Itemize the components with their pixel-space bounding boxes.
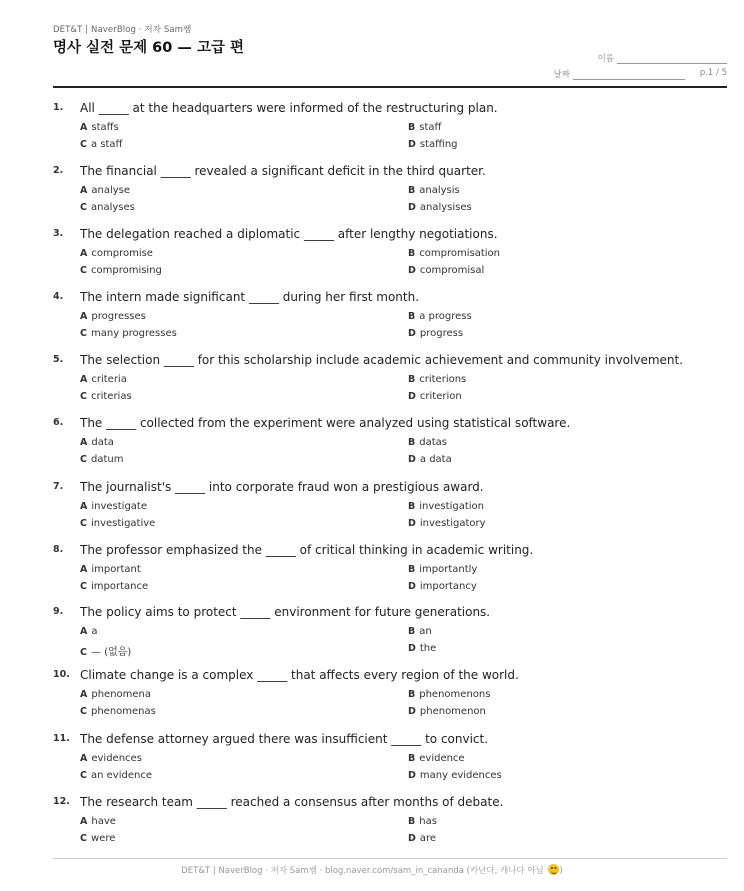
option-key: B xyxy=(408,564,416,575)
answer-option[interactable] xyxy=(408,265,484,276)
answer-option[interactable] xyxy=(408,706,486,717)
answer-option[interactable] xyxy=(408,248,500,259)
option-text: criterias xyxy=(90,391,132,402)
question-number: 8. xyxy=(53,544,64,555)
option-text: analyses xyxy=(90,202,135,213)
answer-option[interactable] xyxy=(80,564,141,575)
answer-option[interactable] xyxy=(408,328,463,339)
question-number: 4. xyxy=(53,291,64,302)
answer-option[interactable] xyxy=(408,139,458,150)
question-text: The delegation reached a diplomatic _____ after lengthy negotiations. xyxy=(80,227,498,241)
option-text: compromise xyxy=(91,248,153,259)
option-text: phenomenons xyxy=(419,689,491,700)
date-field[interactable] xyxy=(554,68,685,80)
option-key: B xyxy=(408,501,416,512)
option-key: A xyxy=(80,185,88,196)
option-key: C xyxy=(80,265,87,276)
option-text: a staff xyxy=(90,139,123,150)
option-text: many evidences xyxy=(419,770,502,781)
answer-option[interactable] xyxy=(408,770,502,781)
answer-option[interactable] xyxy=(408,581,477,592)
option-key: D xyxy=(408,202,416,213)
answer-option[interactable] xyxy=(80,626,98,637)
date-underline xyxy=(573,70,685,80)
answer-option[interactable] xyxy=(80,328,177,339)
option-key: C xyxy=(80,139,87,150)
footer-close-paren: ) xyxy=(559,866,563,876)
option-key: C xyxy=(80,518,87,529)
answer-option[interactable] xyxy=(408,202,472,213)
option-text: importance xyxy=(90,581,149,592)
option-text: staff xyxy=(419,122,442,133)
answer-option[interactable] xyxy=(80,753,142,764)
question-number: 5. xyxy=(53,354,64,365)
option-text: datas xyxy=(419,437,447,448)
question-text: The professor emphasized the _____ of critical thinking in academic writing. xyxy=(80,543,534,557)
option-key: B xyxy=(408,248,416,259)
answer-option[interactable] xyxy=(408,311,472,322)
footer-text: DET&T | NaverBlog · 저자 Sam쌤 · blog.naver.com/sam_in_cananda (카난다, 캐나다 아님 xyxy=(181,866,544,876)
answer-option[interactable] xyxy=(80,706,156,717)
option-key: B xyxy=(408,311,416,322)
answer-option[interactable] xyxy=(80,139,122,150)
option-key: C xyxy=(80,454,87,465)
option-key: B xyxy=(408,122,416,133)
option-key: A xyxy=(80,311,88,322)
footer-divider xyxy=(53,858,727,859)
option-key: C xyxy=(80,833,87,844)
name-underline xyxy=(617,54,727,64)
option-key: D xyxy=(408,328,416,339)
option-key: C xyxy=(80,581,87,592)
option-text: compromising xyxy=(90,265,162,276)
option-text: criterion xyxy=(419,391,462,402)
option-text: staffs xyxy=(91,122,119,133)
question-number: 10. xyxy=(53,669,70,680)
answer-option[interactable] xyxy=(80,816,116,827)
option-text: evidences xyxy=(91,753,142,764)
answer-option[interactable] xyxy=(408,391,462,402)
option-text: criterions xyxy=(419,374,467,385)
option-text: analyse xyxy=(91,185,131,196)
answer-option[interactable] xyxy=(80,122,119,133)
option-text: importancy xyxy=(419,581,477,592)
answer-option[interactable] xyxy=(80,518,155,529)
page-title: 명사 실전 문제 60 — 고급 편 xyxy=(53,40,245,56)
option-text: are xyxy=(419,833,437,844)
option-text: have xyxy=(91,816,116,827)
option-text: many progresses xyxy=(90,328,177,339)
option-text: investigative xyxy=(90,518,156,529)
option-key: B xyxy=(408,437,416,448)
question-number: 1. xyxy=(53,102,64,113)
option-key: D xyxy=(408,770,416,781)
answer-option[interactable] xyxy=(408,501,484,512)
option-key: D xyxy=(408,706,416,717)
option-text: phenomenon xyxy=(419,706,486,717)
option-key: D xyxy=(408,454,416,465)
answer-option[interactable] xyxy=(80,437,114,448)
option-text: has xyxy=(419,816,437,827)
option-key: A xyxy=(80,689,88,700)
answer-option[interactable] xyxy=(80,833,115,844)
answer-option[interactable] xyxy=(408,454,452,465)
option-key: C xyxy=(80,706,87,717)
question-text: Climate change is a complex _____ that affects every region of the world. xyxy=(80,668,519,682)
question-number: 6. xyxy=(53,417,64,428)
option-text: a progress xyxy=(419,311,472,322)
option-text: a xyxy=(91,626,98,637)
answer-option[interactable] xyxy=(80,454,123,465)
option-text: progress xyxy=(419,328,464,339)
option-key: B xyxy=(408,816,416,827)
option-text: the xyxy=(419,643,437,654)
option-text: were xyxy=(90,833,116,844)
answer-option[interactable] xyxy=(408,518,486,529)
option-text: an evidence xyxy=(90,770,152,781)
option-key: D xyxy=(408,518,416,529)
question-text: The defense attorney argued there was insufficient _____ to convict. xyxy=(80,732,489,746)
answer-option[interactable] xyxy=(80,265,162,276)
question-number: 11. xyxy=(53,733,70,744)
option-key: A xyxy=(80,564,88,575)
option-key: D xyxy=(408,265,416,276)
option-text: compromisal xyxy=(419,265,485,276)
option-key: A xyxy=(80,501,88,512)
option-key: B xyxy=(408,753,416,764)
page-number: p.1 / 5 xyxy=(699,68,727,78)
option-text: datum xyxy=(90,454,124,465)
question-number: 7. xyxy=(53,481,64,492)
option-key: D xyxy=(408,643,416,654)
question-text: The research team _____ reached a consensus after months of debate. xyxy=(80,795,504,809)
option-text: criteria xyxy=(91,374,127,385)
option-text: analysis xyxy=(419,185,460,196)
answer-option[interactable] xyxy=(80,311,146,322)
option-key: C xyxy=(80,770,87,781)
answer-option[interactable] xyxy=(408,753,465,764)
date-label: 날짜 xyxy=(553,70,570,80)
option-text: investigate xyxy=(91,501,148,512)
option-text: evidence xyxy=(419,753,465,764)
name-label: 이름 xyxy=(597,54,614,64)
answer-option[interactable] xyxy=(408,626,432,637)
option-key: A xyxy=(80,248,88,259)
option-text: compromisation xyxy=(419,248,500,259)
question-number: 2. xyxy=(53,165,64,176)
option-key: C xyxy=(80,391,87,402)
option-key: C xyxy=(80,202,87,213)
page-footer xyxy=(0,864,744,876)
question-text: The financial _____ revealed a significant deficit in the third quarter. xyxy=(80,164,486,178)
question-text: The intern made significant _____ during her first month. xyxy=(80,290,420,304)
option-key: A xyxy=(80,374,88,385)
option-key: B xyxy=(408,689,416,700)
option-key: D xyxy=(408,581,416,592)
option-text: a data xyxy=(419,454,452,465)
option-key: C xyxy=(80,647,87,658)
option-key: C xyxy=(80,328,87,339)
option-text: important xyxy=(91,564,141,575)
answer-option[interactable] xyxy=(80,391,132,402)
answer-option[interactable] xyxy=(408,437,447,448)
answer-option[interactable] xyxy=(80,689,151,700)
option-text: an xyxy=(419,626,432,637)
answer-option[interactable] xyxy=(408,185,460,196)
option-key: A xyxy=(80,816,88,827)
option-key: D xyxy=(408,391,416,402)
answer-option[interactable] xyxy=(80,643,131,658)
option-text: data xyxy=(91,437,114,448)
question-text: The selection _____ for this scholarship include academic achievement and community involvement. xyxy=(80,353,684,367)
question-number: 12. xyxy=(53,796,70,807)
question-text: The policy aims to protect _____ environment for future generations. xyxy=(80,605,491,619)
option-key: A xyxy=(80,122,88,133)
question-text: All _____ at the headquarters were informed of the restructuring plan. xyxy=(80,101,498,115)
smiley-icon xyxy=(548,864,559,875)
answer-option[interactable] xyxy=(80,501,147,512)
option-text: phenomena xyxy=(91,689,152,700)
brand-line: DET&T | NaverBlog · 저자 Sam쌤 xyxy=(53,25,192,35)
question-text: The _____ collected from the experiment were analyzed using statistical software. xyxy=(80,416,571,430)
worksheet-header xyxy=(53,22,727,86)
option-text: phenomenas xyxy=(90,706,156,717)
option-text: investigation xyxy=(419,501,484,512)
answer-option[interactable] xyxy=(80,770,152,781)
option-key: A xyxy=(80,437,88,448)
option-text: importantly xyxy=(419,564,478,575)
option-key: A xyxy=(80,626,88,637)
answer-option[interactable] xyxy=(408,564,477,575)
question-number: 3. xyxy=(53,228,64,239)
answer-option[interactable] xyxy=(80,202,135,213)
option-key: B xyxy=(408,374,416,385)
answer-option[interactable] xyxy=(408,643,436,654)
option-text: investigatory xyxy=(419,518,486,529)
option-text: — (없음) xyxy=(90,647,132,658)
header-divider xyxy=(53,86,727,88)
question-text: The journalist's _____ into corporate fraud won a prestigious award. xyxy=(80,480,484,494)
option-key: D xyxy=(408,139,416,150)
answer-option[interactable] xyxy=(408,689,490,700)
option-key: B xyxy=(408,626,416,637)
answer-option[interactable] xyxy=(80,374,127,385)
option-key: D xyxy=(408,833,416,844)
answer-option[interactable] xyxy=(408,833,436,844)
option-text: staffing xyxy=(419,139,458,150)
option-key: A xyxy=(80,753,88,764)
answer-option[interactable] xyxy=(80,581,148,592)
answer-option[interactable] xyxy=(80,248,153,259)
option-key: B xyxy=(408,185,416,196)
option-text: analysises xyxy=(419,202,472,213)
answer-option[interactable] xyxy=(80,185,130,196)
question-number: 9. xyxy=(53,606,64,617)
answer-option[interactable] xyxy=(408,816,437,827)
name-field[interactable] xyxy=(598,52,727,64)
option-text: progresses xyxy=(91,311,146,322)
answer-option[interactable] xyxy=(408,122,441,133)
answer-option[interactable] xyxy=(408,374,466,385)
